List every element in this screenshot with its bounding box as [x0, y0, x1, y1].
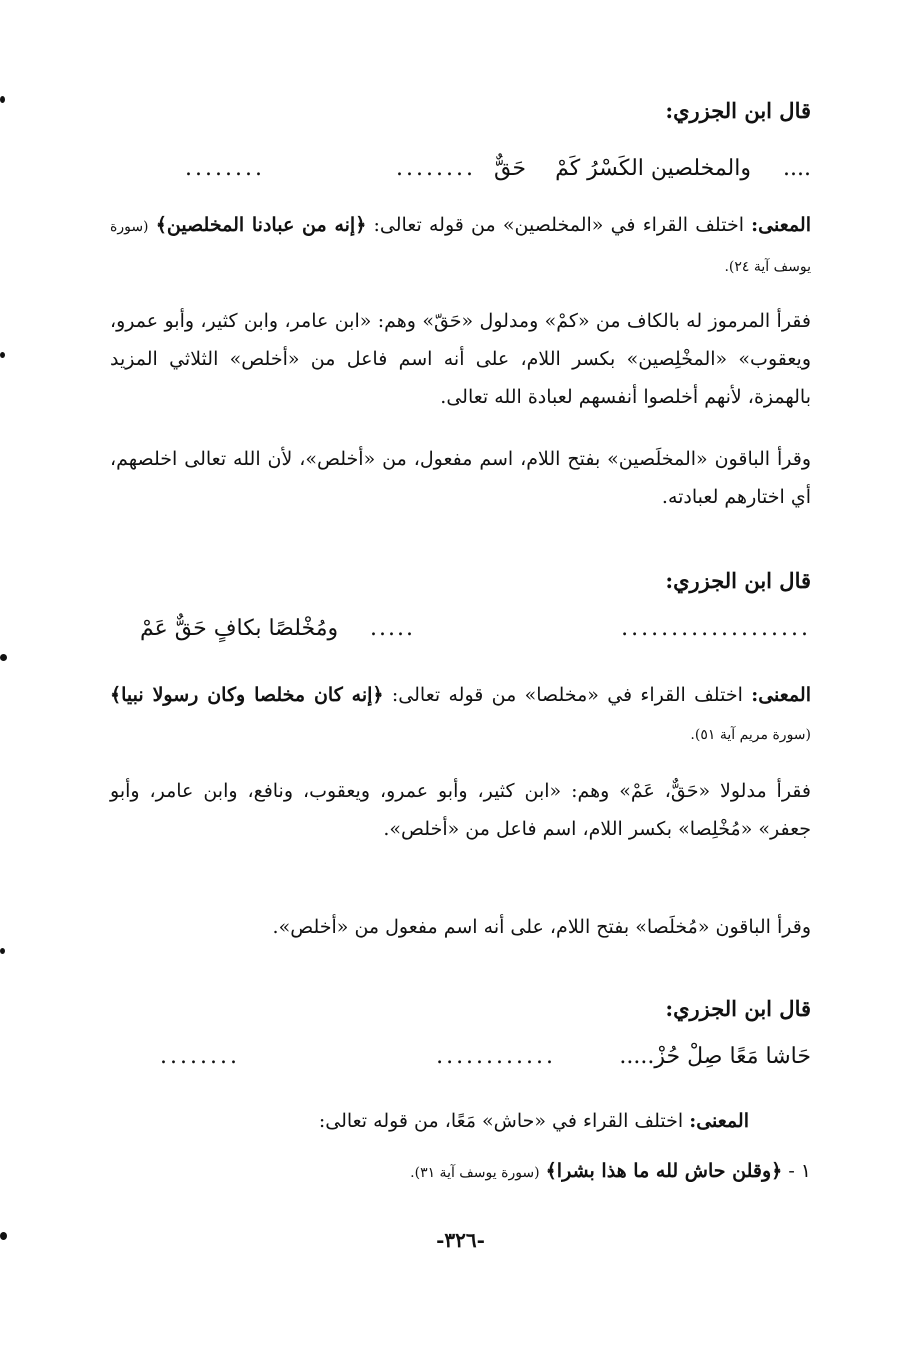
- reading-paragraph: فقرأ المرموز له بالكاف من «كمْ» ومدلول «حَقّ» وهم: «ابن عامر، وابن كثير، وأبو عمرو، ويعقوب» «المخْلِصين» بكسر اللام، على أنه اسم فاعل من «أخلص» الثلاثي المزيد بالهمزة، لأنهم أخلصوا أنفسهم لعبادة الله تعالى.: [110, 310, 811, 408]
- scan-mark: [0, 948, 5, 954]
- verse-dots-end: ........: [185, 156, 265, 181]
- verse-text: ومُخْلصًا بكافٍ حَقٌّ عَمْ: [140, 616, 339, 641]
- verse-dots-start: ...................: [621, 616, 811, 641]
- meaning-text: اختلف القراء في «المخلصين» من قوله تعالى:: [373, 214, 744, 236]
- verse-dots-mid: .....: [370, 616, 415, 641]
- meaning-text: اختلف القراء في «مخلصا» من قوله تعالى:: [391, 684, 743, 706]
- meaning-label: المعنى:: [751, 684, 811, 706]
- quran-quote: ﴿إنه من عبادنا المخلصين﴾: [155, 214, 367, 236]
- surah-reference: (سورة يوسف آية ٢٤).: [110, 219, 811, 275]
- meaning-paragraph: [110, 1102, 749, 1140]
- verse-code: حَقٌّ: [494, 156, 526, 181]
- scan-mark: [0, 96, 5, 103]
- verse-dots-start: ....: [783, 156, 811, 181]
- meaning-label: المعنى:: [751, 214, 811, 236]
- poem-verse: [110, 152, 811, 186]
- verse-text: والمخلصين الكَسْرُ كَمْ: [555, 156, 751, 181]
- surah-reference: (سورة يوسف آية ٣١).: [410, 1165, 540, 1181]
- meaning-paragraph: [110, 676, 811, 754]
- quran-quote: ﴿وقلن حاش لله ما هذا بشرا﴾: [545, 1160, 783, 1182]
- meaning-label: المعنى:: [689, 1110, 749, 1132]
- list-number: ١ -: [788, 1160, 811, 1182]
- list-item: [110, 1152, 811, 1192]
- verse-text: حَاشا مَعًا صِلْ حُزْ.....: [619, 1044, 811, 1069]
- verse-dots-end: ........: [160, 1044, 240, 1069]
- scan-mark: [0, 654, 7, 661]
- surah-reference: (سورة مريم آية ٥١).: [690, 727, 811, 743]
- reading-paragraph: وقرأ الباقون «مُخلَصا» بفتح اللام، على أنه اسم مفعول من «أخلص».: [272, 916, 811, 938]
- quran-quote: ﴿إنه كان مخلصا وكان رسولا نبيا﴾: [110, 684, 384, 706]
- section-heading: قال ابن الجزري:: [665, 98, 811, 123]
- scan-mark: [0, 1232, 7, 1240]
- verse-dots-mid: ............: [436, 1044, 556, 1069]
- poem-verse: [110, 612, 811, 646]
- reading-paragraph: وقرأ الباقون «المخلَصين» بفتح اللام، اسم مفعول، من «أخلص»، لأن الله تعالى اخلصهم، أي اختارهم لعبادته.: [110, 448, 811, 508]
- reading-paragraph: فقرأ مدلولا «حَقٌّ، عَمْ» وهم: «ابن كثير، وأبو عمرو، ويعقوب، ونافع، وابن عامر، وأبو جعفر» «مُخْلِصا» بكسر اللام، اسم فاعل من «أخلص».: [110, 780, 811, 840]
- section-heading: قال ابن الجزري:: [665, 996, 811, 1021]
- section-heading: قال ابن الجزري:: [665, 568, 811, 593]
- poem-verse: [110, 1040, 811, 1074]
- scan-mark: [0, 352, 5, 358]
- meaning-text: اختلف القراء في «حاش» مَعًا، من قوله تعالى:: [318, 1110, 684, 1132]
- page-number: -٣٢٦-: [436, 1228, 485, 1252]
- meaning-paragraph: [110, 206, 811, 286]
- verse-dots-mid: ........: [396, 156, 476, 181]
